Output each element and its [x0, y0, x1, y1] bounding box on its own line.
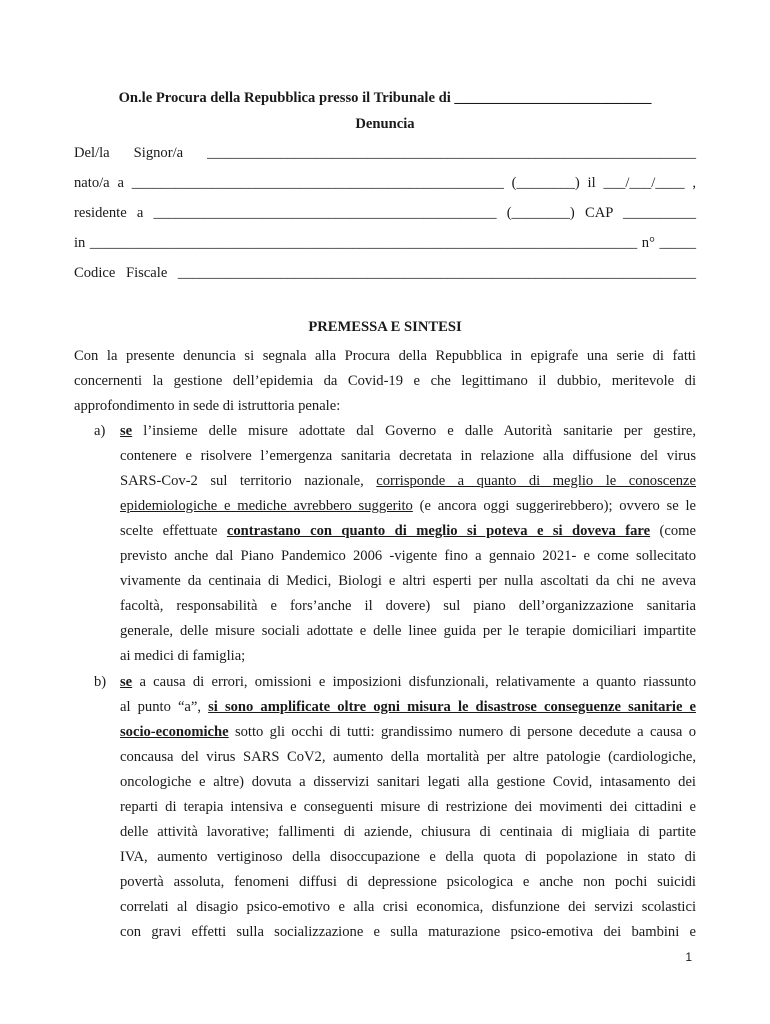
item-a-line: [120, 522, 696, 540]
item-a-text: (come: [650, 523, 696, 539]
form-field-address: in ___________________________________________________________________________ n° _____: [74, 235, 696, 251]
item-b-line: concausa del virus SARS CoV2, aumento della mortalità per altre patologie (cardiologiche,: [120, 749, 696, 765]
item-a-line: vivamente da centinaia di Medici, Biologi e altri esperti per nulla ascoltati da chi ne aveva: [120, 573, 696, 589]
item-a-line: generale, delle misure sociali adottate e delle linee guida per le terapie domiciliari impartite: [120, 623, 696, 639]
item-a-text: SARS-Cov-2 sul territorio nazionale,: [120, 473, 377, 489]
form-field-birth: nato/a a ___________________________________________________ (________) il ___/___/____ ,: [74, 175, 696, 191]
intro-line: Con la presente denuncia si segnala alla Procura della Repubblica in epigrafe una serie di fatti: [74, 348, 696, 364]
item-b-line: [120, 673, 696, 691]
form-field-signor: Del/la Signor/a ___________________________________________________________________: [74, 145, 696, 161]
underlined-text: epidemiologiche e mediche avrebbero suggerito: [120, 498, 413, 514]
item-b-text: sotto gli occhi di tutti: grandissimo numero di persone decedute a causa o: [228, 724, 696, 740]
item-a-text: (e ancora oggi suggerirebbero); ovvero se le: [412, 498, 696, 514]
item-b-line: [120, 698, 696, 716]
item-b-text: a causa di errori, omissioni e imposizioni disfunzionali, relativamente a quanto riassunto: [132, 674, 696, 690]
form-field-fiscal-code: Codice Fiscale _______________________________________________________________________: [74, 265, 696, 281]
item-a-line: [120, 422, 696, 440]
item-b-label: b): [94, 674, 107, 690]
bold-underlined-text: si sono amplificate oltre ogni misura le disastrose conseguenze sanitarie e: [208, 699, 696, 715]
item-b-line: povertà assoluta, fenomeni diffusi di depressione psicologica e anche non pochi suicidi: [120, 874, 696, 890]
intro-line: approfondimento in sede di istruttoria penale:: [74, 398, 341, 414]
item-a-line: contenere e risolvere l’emergenza sanitaria decretata in relazione alla diffusione del virus: [120, 448, 696, 464]
item-a-text: scelte effettuate: [120, 523, 227, 539]
item-b-line: con gravi effetti sulla socializzazione e sulla maturazione psico-emotiva dei bambini e: [120, 924, 696, 940]
intro-line: concernenti la gestione dell’epidemia da Covid-19 e che legittimano il dubbio, meritevole di: [74, 373, 696, 389]
item-a-line: previsto anche dal Piano Pandemico 2006 -vigente fino a gennaio 2021- e come sollecitato: [120, 548, 696, 564]
item-a-line: [120, 497, 696, 515]
emphasis-se: se: [120, 674, 133, 690]
emphasis-se: se: [120, 423, 133, 439]
item-a-line: [120, 472, 696, 490]
item-b-text: al punto “a”,: [120, 699, 209, 715]
item-b-line: [120, 723, 696, 741]
item-a-text: l’insieme delle misure adottate dal Governo e dalle Autorità sanitarie per gestire,: [132, 423, 696, 439]
bold-underlined-text: contrastano con quanto di meglio si poteva e si doveva fare: [226, 523, 651, 539]
item-a-line: facoltà, responsabilità e fors’anche il dovere) sul piano dell’organizzazione sanitaria: [120, 598, 696, 614]
item-b-line: reparti di terapia intensiva e conseguenti misure di restrizione dei movimenti dei cittadini e: [120, 799, 696, 815]
item-b-line: correlati al disagio psico-emotivo e alla crisi economica, disfunzione dei servizi scolastici: [120, 899, 696, 915]
item-a-label: a): [94, 423, 106, 439]
page-number: 1: [685, 950, 692, 964]
form-field-residence: residente a _______________________________________________ (________) CAP __________: [74, 205, 696, 221]
underlined-text: corrisponde a quanto di meglio le conoscenze: [376, 473, 696, 489]
item-b-line: delle attività lavorative; fallimenti di aziende, chiusura di centinaia di migliaia di partite: [120, 824, 696, 840]
item-b-line: oncologiche e altre) dovuta a disservizi sanitari legati alla gestione Covid, intasamento dei: [120, 774, 696, 790]
bold-underlined-text: socio-economiche: [120, 724, 229, 740]
item-b-line: IVA, aumento vertiginoso della disoccupazione e della quota di popolazione in stato di: [120, 849, 696, 865]
procura-heading: On.le Procura della Repubblica presso il Tribunale di ___________________________: [118, 90, 652, 106]
document-title: Denuncia: [355, 116, 415, 132]
section-title: PREMESSA E SINTESI: [308, 319, 462, 335]
item-a-line: ai medici di famiglia;: [120, 648, 246, 664]
